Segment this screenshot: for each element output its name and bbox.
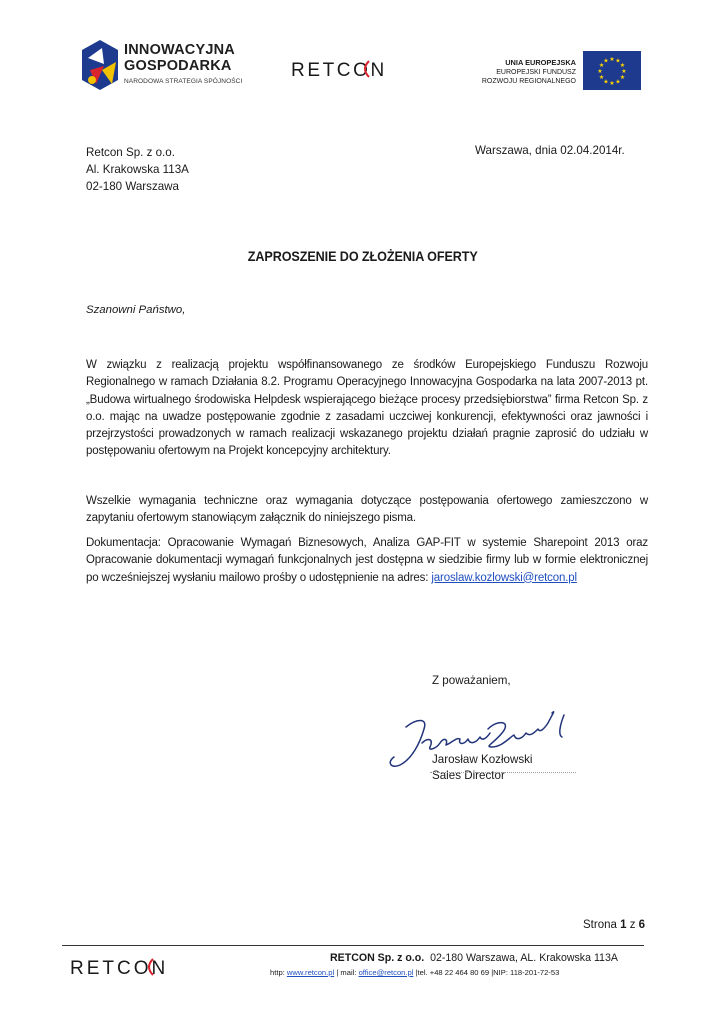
signature-underline <box>430 772 576 773</box>
footer-website-link[interactable]: www.retcon.pl <box>286 968 335 977</box>
signer-block <box>432 752 533 784</box>
ig-logo-line3: NARODOWA STRATEGIA SPÓJNOŚCI <box>124 78 243 85</box>
eu-logo-line2: EUROPEJSKI FUNDUSZ <box>496 68 576 76</box>
footer-company-name: RETCON Sp. z o.o. <box>330 952 425 964</box>
footer-retcon-logo <box>70 955 208 979</box>
eu-logo-line3: ROZWOJU REGIONALNEGO <box>481 78 576 85</box>
svg-text:★: ★ <box>598 74 605 81</box>
eu-logo-line1: UNIA EUROPEJSKA <box>505 58 576 67</box>
letter-date: Warszawa, dnia 02.04.2014r. <box>475 144 625 157</box>
page-label: Strona <box>583 919 617 931</box>
paragraph-documentation-text: Dokumentacja: Opracowanie Wymagań Biznesowych, Analiza GAP-FIT w systemie Sharepoint 2013 oraz Opracowanie dokumentacji wymagań funkcjonalnych jest dostępna w siedzibie firmy lub w formie elektronicznej po wcześniejszej wysłaniu mailowo prośby o udostępnienie na adres: <box>86 537 648 584</box>
footer-phone-nip: |tel. +48 22 464 80 69 |NIP: 118-201-72-53 <box>415 968 560 977</box>
footer-retcon-logo-text: RETCON <box>70 958 169 979</box>
svg-text:★: ★ <box>619 74 626 81</box>
footer-email-link[interactable]: office@retcon.pl <box>358 968 414 977</box>
svg-text:★: ★ <box>597 68 603 75</box>
ig-logo-line1: INNOWACYJNA <box>124 42 235 58</box>
paragraph-invitation: W związku z realizacją projektu współfinansowanego ze środków Europejskiego Funduszu Rozwoju Regionalnego w ramach Działania 8.2. Programu Operacyjnego Innowacyjna Gospodarka na lata 2007-2013 pt. „Budowa wirtualnego środowiska Helpdesk wspierającego bieżące procesy przedsiębiorstwa” firma Retcon Sp. z o.o. mając na uwadze postępowanie zgodnie z zasadami uczciwej konkurencji, efektywności oraz jawności i przejrzystości prowadzonych w ramach realizacji wskazanego projektu działań pragnie zaprosić do udziału w postępowaniu ofertowym na Projekt koncepcyjny architektury. <box>86 359 648 458</box>
innowacyjna-gospodarka-logo <box>82 40 252 92</box>
svg-text:★: ★ <box>603 78 609 86</box>
retcon-logo <box>291 57 421 81</box>
contact-email-link[interactable]: jaroslaw.kozlowski@retcon.pl <box>431 571 577 584</box>
ig-logo-line2: GOSPODARKA <box>124 58 232 74</box>
paragraph-requirements: Wszelkie wymagania techniczne oraz wymagania dotyczące postępowania ofertowego zamieszczono w zapytaniu ofertowym stanowiącym załącznik do niniejszego pisma. <box>86 495 648 525</box>
footer-contact-line <box>270 968 559 977</box>
footer-address: 02-180 Warszawa, AL. Krakowska 113A <box>430 952 618 964</box>
page-of: z <box>629 919 636 931</box>
footer-mail-label: | mail: <box>336 968 357 977</box>
paragraph-documentation <box>86 535 648 587</box>
document-title-text: ZAPROSZENIE DO ZŁOŻENIA OFERTY <box>247 248 478 264</box>
svg-text:★: ★ <box>621 68 627 75</box>
footer-http-label: http: <box>270 968 285 977</box>
signer-role: Sales Director <box>432 769 505 782</box>
svg-text:★: ★ <box>603 57 609 65</box>
closing-phrase: Z poważaniem, <box>432 674 511 687</box>
ig-flag-icon <box>82 40 118 90</box>
footer-divider <box>62 945 644 946</box>
sender-street: Al. Krakowska 113A <box>86 163 189 177</box>
svg-text:★: ★ <box>615 78 621 86</box>
page-current: 1 <box>620 919 627 931</box>
svg-text:★: ★ <box>615 57 621 65</box>
page-number <box>583 919 645 931</box>
svg-text:★: ★ <box>598 62 605 69</box>
signer-name: Jarosław Kozłowski <box>432 753 533 766</box>
sender-city: 02-180 Warszawa <box>86 180 180 194</box>
svg-text:★: ★ <box>609 56 615 63</box>
page-total: 6 <box>638 919 646 931</box>
eu-flag-icon <box>583 51 641 90</box>
retcon-logo-text: RETCON <box>291 60 387 81</box>
svg-text:★: ★ <box>609 80 615 87</box>
footer-company-line <box>330 952 618 964</box>
document-title <box>0 248 725 266</box>
greeting: Szanowni Państwo, <box>86 304 186 316</box>
sender-address <box>86 144 189 196</box>
svg-text:★: ★ <box>619 62 626 69</box>
sender-name: Retcon Sp. z o.o. <box>86 146 175 159</box>
eu-logo-text <box>468 58 576 87</box>
